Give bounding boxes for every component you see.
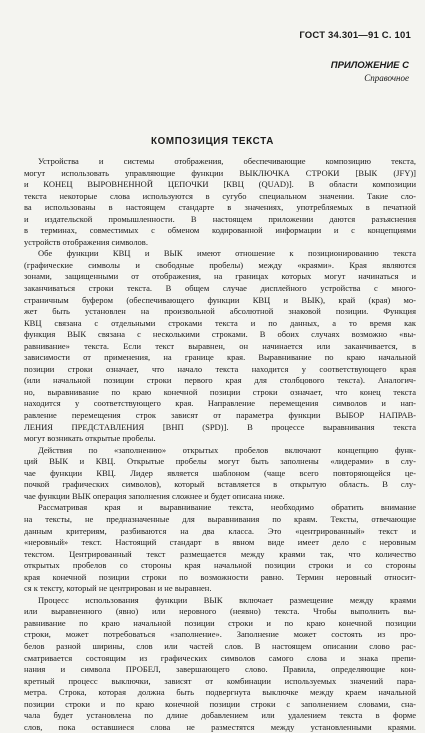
text-line: Процесс использования функции ВЫК включает размещение между краями [38, 594, 416, 605]
text-line: (графические символы и свободные пробелы) между «краями». Края являются [24, 259, 416, 270]
text-line: сматривается состоящим из графических символов самого слова и знака препи- [24, 652, 416, 663]
text-line: КВЦ связана с отдельными строками текста и по данных, а то время как [24, 317, 416, 328]
text-line: (или начальной позиции строки первого края для столбцового текста). Аналогич- [24, 375, 416, 386]
text-line: равление перемещения строк зависят от параметра функции ВЫБОР НАПРАВ- [24, 410, 416, 421]
text-line: или выравненного (явно) или неровного (неявно) текста. Чтобы выполнить вы- [24, 606, 416, 617]
text-line: Действия по «заполнению» открытых пробелов включают концепцию функ- [38, 444, 416, 455]
text-line: и издательской промышленности. В настоящем приложении даются разъяснения [24, 213, 416, 224]
text-line: равнивание по краю начальной позиции строки и по краю конечной позиции [24, 617, 416, 628]
text-line: страничным буфером (обеспечивающего функции КВЦ и ВЫК), край (края) мо- [24, 294, 416, 305]
text-line: чала будет установлена по длине добавлением или удалением текста в форме [24, 710, 416, 721]
text-line: ций ВЫК и КВЦ. Открытые пробелы могут быть заполнены «лидерами» в слу- [24, 456, 416, 467]
text-line: текстом. Центрированный текст размещается между краями так, что количество [24, 548, 416, 559]
text-line: открытых пробелов со стороны края начальной позиции строки и со стороны [24, 560, 416, 571]
text-line: слов, пока оставшиеся слова не разместятся между установленными краями. [24, 721, 416, 732]
text-line: почкой графических символов), который вставляется в открытую область. В слу- [24, 479, 416, 490]
text-line: равнивание» текста. Если текст выравнен, он начинается или заканчивается, в [24, 340, 416, 351]
text-line: позиции строки и по краю конечной позиции строки с заполнением словами, сна- [24, 698, 416, 709]
text-line: позиции строки означает, что начало текста находится у соответствующего края [24, 363, 416, 374]
appendix-label [331, 60, 409, 83]
text-line: Рассматривая края и выравнивание текста, необходимо обратить внимание [38, 502, 416, 513]
text-line: «неровный» текст. Настоящий стандарт в явном виде имеет дело с неровным [24, 537, 416, 548]
text-line: данным критериям, разбиваются на два класса. Это «центрированный» текст и [24, 525, 416, 536]
text-line: устройств отображения символов. [24, 236, 148, 247]
section-heading: КОМПОЗИЦИЯ ТЕКСТА [150, 136, 275, 147]
text-line: зависимости от применения, на границе края. Выравнивание по краю начальной [24, 352, 416, 363]
text-line: заканчиваться строки текста. В общем случае дисплейного устройства с много- [24, 283, 416, 294]
text-line: в терминах, совместимых с обменом кодированной информации и с концепциями [24, 225, 416, 236]
text-line: текста некоторые слова используются в сугубо специальном значении. Такие сло- [24, 190, 416, 201]
text-line: ва использованы в настоящем стандарте в значениях, употребляемых в печатной [24, 202, 416, 213]
text-line: могут возникать открытые пробелы. [24, 433, 156, 444]
text-line: белов разной ширины, слов или частей слов. В настоящем описании слово рас- [24, 640, 416, 651]
text-line: кретный процесс выключки, зависят от комбинации используемых значений пара- [24, 675, 416, 686]
text-line: края конечной позиции строки по возможности равно. Термин неровный относит- [24, 571, 416, 582]
text-line: жет быть установлен на произвольной абсолютной знаковой позиции. Функция [24, 306, 416, 317]
text-line: находится у соответствующего края. Направление перемещения символов и нап- [24, 398, 416, 409]
text-line: ся к тексту, который не центрирован и не выравнен. [24, 583, 212, 594]
appendix-title: ПРИЛОЖЕНИЕ С [330, 60, 409, 71]
body-text [24, 156, 416, 733]
text-line: на тексты, не предназначенные для выравнивания по краям. Тексты, отвечающие [24, 513, 416, 524]
text-line: строки, может потребоваться «заполнение». Заполнение может состоять из про- [24, 629, 416, 640]
text-line: и КОНЕЦ ВЫРОВНЕННОЙ ЦЕПОЧКИ [КВЦ (QUAD)]. В области композиции [24, 179, 416, 190]
text-line: Обе функции КВЦ и ВЫК имеют отношение к позиционированию текста [38, 248, 416, 259]
text-line: могут использовать управляющие функции ВЫКЛЮЧКА СТРОКИ [ВЫК (JFY)] [24, 167, 416, 178]
appendix-subtitle: Справочное [364, 73, 409, 83]
text-line: ЛЕНИЯ ПРЕДСТАВЛЕНИЯ [ВНП (SPD)]. В процессе выравнивания текста [24, 421, 416, 432]
text-line: метра. Строка, которая должна быть подвергнута выключке между краем начальной [24, 687, 416, 698]
text-line: зонами, защищенными от отображения, на границах которых могут начинаться и [24, 271, 416, 282]
text-line: чае функции КВЦ. Лидер является шаблоном (чаще всего повторяющейся це- [24, 467, 416, 478]
page-header-standard: ГОСТ 34.301—91 С. 101 [299, 30, 411, 41]
text-line: но, выравнивание по краю конечной позиции строки означает, что конец текста [24, 386, 416, 397]
text-line: функция ВЫК связана с несколькими строками. В обоих случаях возможно «вы- [24, 329, 416, 340]
text-line: Устройства и системы отображения, обеспечивающие композицию текста, [38, 156, 416, 166]
text-line: чае функции ВЫК операция заполнения сложнее и будет описана ниже. [24, 490, 285, 501]
text-line: нания и символа ПРОБЕЛ, завершающего слово. Правила, определяющие кон- [24, 664, 416, 675]
